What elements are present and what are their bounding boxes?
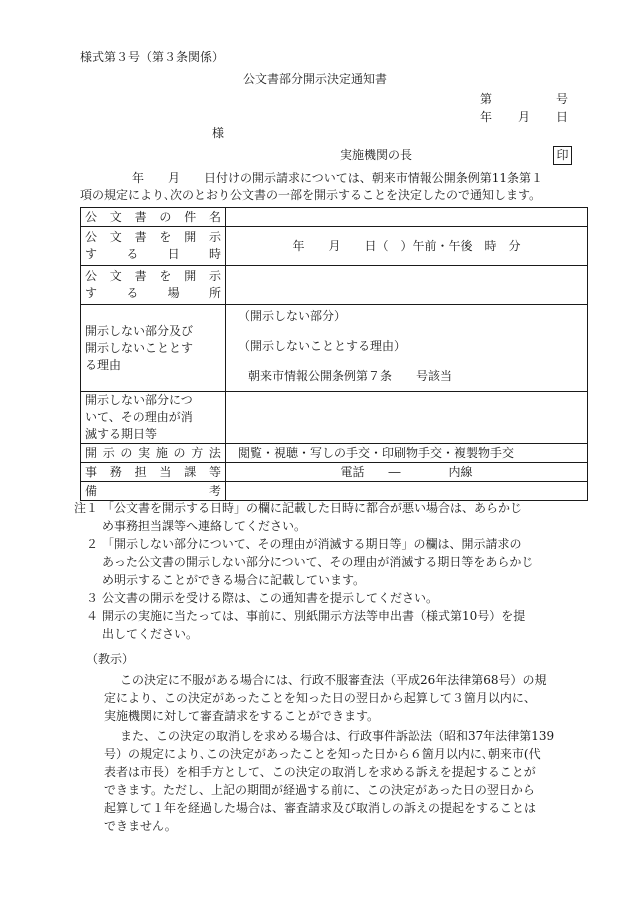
seal-mark: 印 xyxy=(553,146,572,165)
label-char: 事 xyxy=(85,464,98,479)
note-label-part: 考 xyxy=(208,483,221,498)
label-char: 場 xyxy=(167,286,180,300)
label-char: る xyxy=(126,286,139,300)
period-label-line: 開示しない部分につ xyxy=(85,393,193,407)
note-item xyxy=(74,499,600,535)
label-char: 名 xyxy=(208,209,221,224)
note-item xyxy=(80,607,600,643)
label-char: 示 xyxy=(208,230,221,244)
method-label xyxy=(85,445,221,462)
intro-paragraph xyxy=(80,170,590,204)
name-value-cell xyxy=(226,208,588,227)
label-char: 所 xyxy=(208,286,221,300)
label-char: 文 xyxy=(109,209,122,224)
label-char: 日 xyxy=(167,247,180,261)
date-label-cell xyxy=(81,227,226,266)
label-char: 課 xyxy=(184,464,197,479)
place-label-line xyxy=(85,268,221,285)
date-month: 月 xyxy=(518,110,531,124)
label-char: 開 xyxy=(184,230,197,244)
note-body xyxy=(102,535,600,589)
note-body xyxy=(102,589,600,607)
number-prefix: 第 xyxy=(480,92,493,106)
addressee-suffix: 様 xyxy=(212,126,225,140)
intro-line: 年 月 日付けの開示請求については、朝来市情報公開条例第11条第１ xyxy=(132,171,544,185)
label-char: 書 xyxy=(134,209,147,224)
note-label xyxy=(85,483,221,500)
part-label-cell xyxy=(81,305,226,392)
label-char: 法 xyxy=(208,445,221,460)
date-value-cell: 年 月 日（ ）午前・午後 時 分 xyxy=(226,227,588,266)
intro-line: 項の規定により､次のとおり公文書の一部を開示することを決定したので通知します。 xyxy=(80,188,542,202)
label-char: 文 xyxy=(109,230,122,244)
table-row xyxy=(81,208,588,227)
note-item xyxy=(80,589,600,607)
note-value-cell xyxy=(226,482,588,501)
part-value-cell xyxy=(226,305,588,392)
note-label-cell xyxy=(81,482,226,501)
label-char: 公 xyxy=(85,230,98,244)
note-line: め事務担当課等へ連絡してください。 xyxy=(102,519,307,533)
part-label-line: る理由 xyxy=(85,357,122,372)
instruction-line: できません。 xyxy=(104,819,177,833)
period-label-line: 滅する期日等 xyxy=(85,427,158,441)
label-char: 務 xyxy=(109,464,122,479)
note-item xyxy=(80,535,600,589)
label-char: を xyxy=(159,269,172,283)
instruction-line: 定により、この決定があったことを知った日の翌日から起算して３箇月以内に、 xyxy=(104,691,536,705)
undisclosed-reason-heading: （開示しないこととする理由） xyxy=(238,339,407,353)
staff-label-cell xyxy=(81,463,226,482)
label-char: を xyxy=(159,230,172,244)
note-line: あった公文書の開示しない部分について、その理由が消滅する期日等をあらかじ xyxy=(102,555,534,569)
label-char: 書 xyxy=(134,269,147,283)
date-year: 年 xyxy=(480,110,493,124)
note-number: ２ xyxy=(86,537,99,551)
label-char: す xyxy=(85,286,98,300)
instruction-line: 号）の規定により､この決定があったことを知った日から６箇月以内に､朝来市(代 xyxy=(104,747,541,761)
instruction-line: また、この決定の取消しを求める場合は、行政事件訴訟法（昭和37年法律第139 xyxy=(120,729,555,743)
ordinance-clause: 朝来市情報公開条例第７条 号該当 xyxy=(248,369,453,383)
note-number: 注１ xyxy=(74,501,99,515)
instruction-body xyxy=(104,671,594,835)
note-line: め明示することができる場合に記載しています。 xyxy=(102,573,366,587)
name-label xyxy=(85,209,221,226)
label-char: 開 xyxy=(85,445,98,460)
label-char: 開 xyxy=(184,269,197,283)
place-value-cell xyxy=(226,266,588,305)
label-char: の xyxy=(120,445,133,460)
label-char: す xyxy=(85,247,98,261)
label-char: る xyxy=(126,247,139,261)
form-number: 様式第３号（第３条関係） xyxy=(80,50,225,64)
part-label-line: 開示しない部分及び xyxy=(85,323,194,338)
label-char: 公 xyxy=(85,269,98,283)
label-char: の xyxy=(159,209,172,224)
staff-label xyxy=(85,464,221,481)
label-char: の xyxy=(173,445,186,460)
label-char: 当 xyxy=(159,464,172,479)
label-char: 件 xyxy=(184,209,197,224)
name-label-cell xyxy=(81,208,226,227)
table-row xyxy=(81,305,588,392)
table-row xyxy=(81,463,588,482)
label-char: 公 xyxy=(85,209,98,224)
note-body xyxy=(102,499,600,535)
instruction-line: この決定に不服がある場合には、行政不服審査法（平成26年法律第68号）の規 xyxy=(120,673,547,687)
table-row xyxy=(81,444,588,463)
label-char: 方 xyxy=(191,445,204,460)
issuer-title: 実施機関の長 xyxy=(340,148,413,162)
table-row xyxy=(81,266,588,305)
label-char: 文 xyxy=(109,269,122,283)
period-label-line: いて、その理由が消 xyxy=(85,410,193,424)
label-char: 実 xyxy=(138,445,151,460)
part-label-line: 開示しないこととす xyxy=(85,340,194,355)
document-title: 公文書部分開示決定通知書 xyxy=(242,72,387,86)
instruction-line: 表者は市長）を相手方として、この決定の取消しを求める訴えを提起することが xyxy=(104,765,536,779)
note-number: ４ xyxy=(86,609,99,623)
label-char: 施 xyxy=(155,445,168,460)
label-char: 担 xyxy=(134,464,147,479)
label-char: 示 xyxy=(102,445,115,460)
instruction-line: できます。ただし、上記の期間が経過する前に、この決定があった日の翌日から xyxy=(104,783,535,797)
note-line: 「公文書を開示する日時」の欄に記載した日時に都合が悪い場合は、あらかじ xyxy=(102,501,523,515)
note-line: 開示の実施に当たっては、事前に、別紙開示方法等申出書（様式第10号）を提 xyxy=(102,609,526,623)
number-suffix: 号 xyxy=(556,92,569,106)
date-label-line xyxy=(85,246,221,263)
label-char: 書 xyxy=(134,230,147,244)
date-label-line xyxy=(85,229,221,246)
note-label-part: 備 xyxy=(85,483,98,498)
place-label-line xyxy=(85,285,221,302)
instruction-heading: （教示） xyxy=(86,652,135,666)
undisclosed-part-heading: （開示しない部分） xyxy=(238,309,347,323)
disclosure-table xyxy=(80,207,588,501)
table-row xyxy=(81,227,588,266)
period-label-cell xyxy=(81,392,226,444)
date-day: 日 xyxy=(556,110,569,124)
notes-section xyxy=(74,499,600,643)
method-value: 閲覧・視聴・写しの手交・印刷物手交・複製物手交 xyxy=(226,444,588,463)
instruction-line: 起算して１年を経過した場合は、審査請求及び取消しの訴えの提起をすることは xyxy=(104,801,537,815)
table-row xyxy=(81,482,588,501)
note-body xyxy=(102,607,600,643)
period-value-cell xyxy=(226,392,588,444)
method-label-cell xyxy=(81,444,226,463)
staff-phone: 電話 ― 内線 xyxy=(226,463,588,482)
label-char: 時 xyxy=(208,247,221,261)
place-label-cell xyxy=(81,266,226,305)
instruction-line: 実施機関に対して審査請求をすることができます。 xyxy=(104,709,380,723)
label-char: 示 xyxy=(208,269,221,283)
note-line: 「開示しない部分について、その理由が消滅する期日等」の欄は、開示請求の xyxy=(102,537,522,551)
note-line: 出してください。 xyxy=(102,627,199,641)
label-char: 等 xyxy=(208,464,221,479)
note-line: 公文書の開示を受ける際は、この通知書を提示してください。 xyxy=(102,591,439,605)
note-number: ３ xyxy=(86,591,99,605)
table-row xyxy=(81,392,588,444)
